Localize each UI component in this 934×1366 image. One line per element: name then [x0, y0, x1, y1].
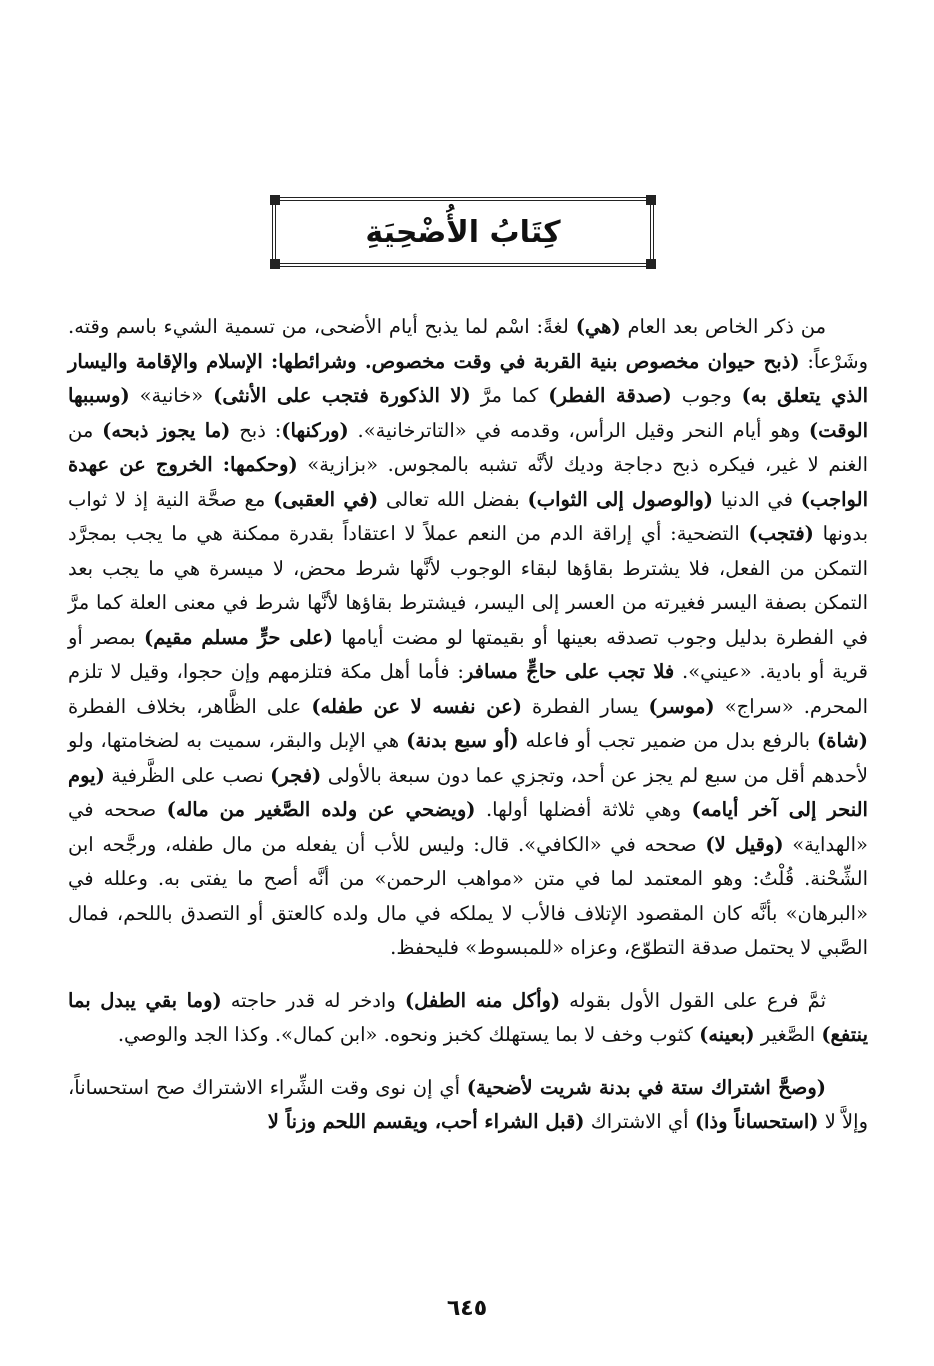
matn-text: (وركنها)	[281, 418, 349, 442]
commentary-text: بمصر أو قرية أو بادية. «عيني».	[68, 625, 868, 683]
frame-corner-ornament	[270, 259, 280, 269]
commentary-text: يسار الفطرة	[521, 694, 649, 718]
commentary-text: مع صحَّة النية إذ لا ثواب بدونها	[68, 487, 869, 545]
commentary-text: وهي ثلاثة أفضلها أولها.	[475, 798, 692, 821]
matn-text: (عن نفسه لا عن طفله)	[311, 694, 522, 718]
commentary-text: وادخر له قدر حاجته	[221, 988, 405, 1012]
commentary-text: من الغنم لا غير، فيكره ذبح دجاجة وديك لأنَّه تشبه بالمجوس. «بزازية»	[68, 418, 868, 476]
matn-text: (والوصول إلى الثواب)	[527, 487, 713, 511]
matn-text: (وما بقي يبدل بما ينتفع)	[68, 988, 868, 1046]
matn-text: (وسببها الوقت)	[68, 384, 868, 442]
matn-text: (وصحَّ اشتراك ستة في بدنة شريت لأضحية)	[466, 1075, 826, 1099]
paragraph-3	[68, 1071, 868, 1140]
commentary-text: هي الإبل والبقر، سميت به لضخامتها، ولو لأحدهم أقل من سبع لم يجز عن أحد، وتجزي عما دون سبعة بالأولى	[68, 729, 868, 787]
commentary-text: : ذبح	[230, 418, 282, 442]
commentary-text: صححه في «الهداية»	[68, 798, 868, 856]
commentary-text: من ذكر الخاص بعد العام	[620, 315, 827, 338]
matn-text: (ويضحي عن ولده الصَّغير من ماله)	[166, 798, 476, 821]
commentary-text: نصب على الظَّرفية	[104, 763, 271, 787]
matn-text: (فتجب)	[748, 522, 814, 545]
commentary-text: على الظَّاهر، بخلاف الفطرة	[68, 694, 312, 718]
page-number: ٦٤٥	[446, 1296, 488, 1321]
matn-text: (في العقبى)	[273, 487, 379, 511]
matn-text: (هي)	[575, 315, 621, 338]
matn-text: (على حرٍّ مسلم مقيم)	[144, 625, 334, 649]
commentary-text: أي إن نوى وقت الشِّراء الاشتراك صح استحساناً، وإلاَّ لا	[68, 1075, 868, 1133]
frame-corner-ornament	[270, 195, 280, 205]
matn-text: (قبل الشراء أحب، ويقسم اللحم وزناً لا	[267, 1110, 585, 1133]
commentary-text: أي الاشتراك	[584, 1110, 695, 1133]
matn-text: (موسر)	[648, 694, 715, 718]
commentary-text: : فأما أهل مكة فتلزمهم وإن حجوا، وقيل لا تلزم المحرم. «سراج»	[68, 660, 868, 718]
commentary-text: الصَّغير	[754, 1023, 822, 1046]
body-text	[68, 310, 868, 1140]
commentary-text: كما مرَّ	[470, 384, 549, 407]
commentary-text: التضحية: أي إراقة الدم من النعم عملاً لا اعتقاداً بقدرة ممكنة هي ما يجب بمجرَّد التمكن من الفعل، فلا يشترط بقاؤها لبقاء الوجوب لأنَّها شرط محض، لا ميسرة هي ما يجب بعد التمكن بصفة اليسر فغيرته من العسر إلى اليسر، فيشترط بقاؤها لأنَّها شرط في معنى العلة كما مرَّ في الفطرة بدليل وجوب تصدقه بعينها أو بقيمتها لو مضت أيامها	[68, 522, 868, 649]
commentary-text: وهو أيام النحر وقيل الرأس، وقدمه في «التاترخانية».	[348, 418, 809, 442]
matn-text: (استحساناً وذا)	[694, 1110, 819, 1133]
frame-corner-ornament	[646, 195, 656, 205]
commentary-text: بالرفع بدل من ضمير تجب أو فاعله	[518, 729, 818, 752]
matn-text: (بعينه)	[699, 1023, 755, 1046]
paragraph-1	[68, 310, 868, 966]
matn-text: (ما يجوز ذبحه)	[102, 418, 231, 442]
commentary-text: وجوب	[671, 384, 742, 407]
matn-text: فلا تجب على حاجٍّ مسافر	[463, 660, 675, 683]
matn-text: (يوم النحر إلى آخر أيامه)	[68, 763, 868, 821]
commentary-text: ثمَّ فرع على القول الأول بقوله	[560, 988, 826, 1012]
matn-text: (فجر)	[270, 763, 322, 787]
commentary-text: بفضل الله تعالى	[378, 487, 528, 511]
matn-text: (وأكل منه الطفل)	[404, 988, 561, 1012]
matn-text: (شاة)	[817, 729, 868, 752]
commentary-text: لغةً: اسْم لما يذبح أيام الأضحى، من تسمية الشيء باسم وقته. وشَرْعاً:	[68, 315, 868, 373]
matn-text: (ذبح حيوان مخصوص بنية القربة في وقت مخصوص. وشرائطها: الإسلام والإقامة واليسار الذي يتعلق به)	[68, 349, 868, 407]
commentary-text: صححه في «الكافي». قال: وليس للأب أن يفعله من مال طفله، ورجَّحه ابن الشِّحْنة. قُلْتُ: وهو المعتمد لما في متن «مواهب الرحمن» من أنَّه أصح ما يفتى به. وعلله في «البرهان» بأنَّه كان المقصود الإتلاف فالأب لا يملكه في مال ولده كالعتق أو التصدق باللحم، فمال الصَّبي لا يحتمل صدقة التطوّع، وعزاه «للمبسوط» فليحفظ.	[68, 832, 868, 959]
chapter-title-frame	[272, 197, 654, 267]
matn-text: (صدقة الفطر)	[548, 384, 672, 407]
frame-corner-ornament	[646, 259, 656, 269]
chapter-title: كِتَابُ الأُضْحِيَةِ	[365, 214, 561, 250]
matn-text: (أو سبع بدنة)	[406, 729, 519, 752]
matn-text: (وقيل لا)	[705, 832, 784, 856]
commentary-text: «خانية»	[129, 384, 214, 407]
matn-text: (لا الذكورة فتجب على الأنثى)	[213, 384, 471, 407]
commentary-text: كثوب وخف لا بما يستهلك كخبز ونحوه. «ابن كمال». وكذا الجد والوصي.	[117, 1023, 700, 1046]
paragraph-2	[68, 984, 868, 1053]
matn-text: (وحكمها: الخروج عن عهدة الواجب)	[68, 453, 868, 511]
commentary-text: في الدنيا	[713, 487, 801, 511]
